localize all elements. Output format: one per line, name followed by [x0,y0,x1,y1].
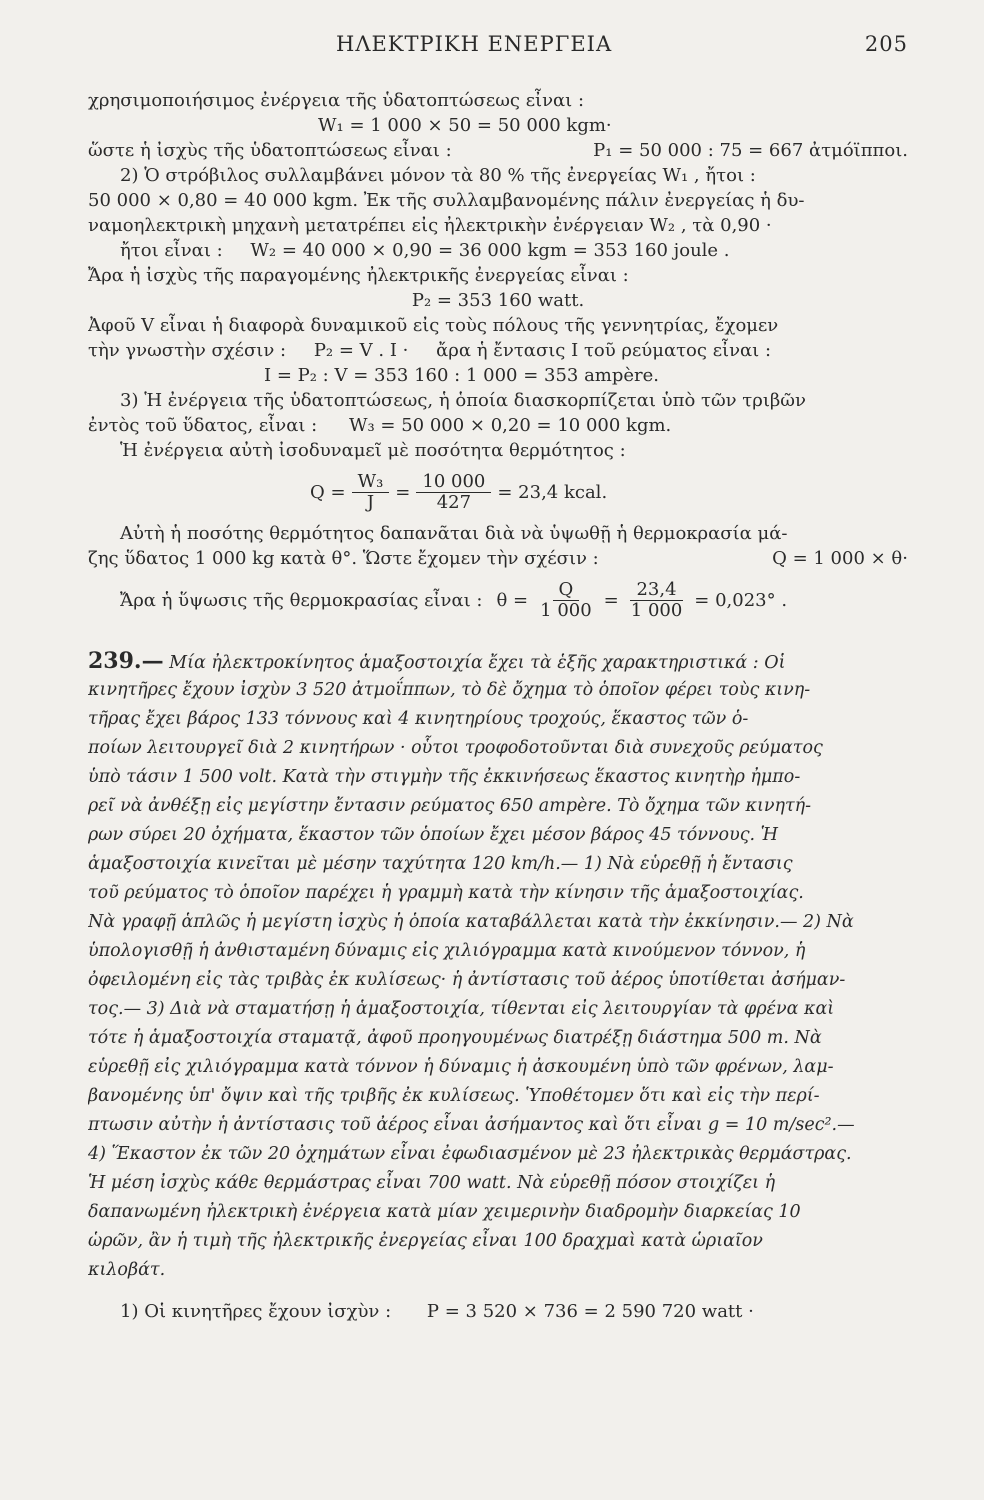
text-span: ὥστε ἡ ἰσχὺς τῆς ὑδατοπτώσεως εἶναι : [88,140,452,161]
equation-heat [88,463,908,521]
problem-line: ἁμαξοστοιχία κινεῖται μὲ μέσην ταχύτητα 120 km/h.— 1) Νὰ εὑρεθῇ ἡ ἔντασις [88,854,793,874]
text-line: 3) Ἡ ἐνέργεια τῆς ὑδατοπτώσεως, ἡ ὁποία διασκορπίζεται ὑπὸ τῶν τριβῶν [120,390,806,411]
eq-sign: = [603,589,619,611]
equation-w3: W₃ = 50 000 × 0,20 = 10 000 kgm. [348,415,672,436]
fraction [625,580,689,621]
problem-line: κιλοβάτ. [88,1260,166,1280]
denominator: 1 000 [540,599,592,621]
equation-p2-vi: P₂ = V . I · [313,340,409,361]
denominator: 427 [436,491,472,513]
eq-sign: = [395,481,411,503]
text-span: Ἄρα ἡ ὕψωσις τῆς θερμοκρασίας εἶναι : [120,589,483,611]
problem-line: Νὰ γραφῇ ἁπλῶς ἡ μεγίστη ἰσχὺς ἡ ὁποία καταβάλλεται κατὰ τὴν ἐκκίνησιν.— 2) Νὰ [88,912,854,932]
page-number: 205 [864,32,908,56]
page [88,32,908,1325]
denominator: 1 000 [630,599,683,621]
problem-line: κινητῆρες ἔχουν ἰσχὺν 3 520 ἀτμοΐππων, τὸ δὲ ὄχημα τὸ ὁποῖον φέρει τοὺς κινη- [88,680,811,700]
text-line [88,338,908,363]
equation-theta [88,571,908,629]
fraction [534,580,598,621]
text-line [88,546,908,571]
problem-line: εὑρεθῇ εἰς χιλιόγραμμα κατὰ τόννον ἡ δύναμις ἡ ἀσκουμένη ὑπὸ τῶν φρένων, λαμ- [88,1057,834,1077]
problem-line: τῆρας ἔχει βάρος 133 τόννους καὶ 4 κινητηρίους τροχούς, ἕκαστος τῶν ὁ- [88,709,749,729]
problem-line [88,647,908,676]
problem-line: πτωσιν αὐτὴν ἡ ἀντίστασις τοῦ ἀέρος εἶναι ἀσήμαντος καὶ ὅτι εἶναι g = 10 m/sec².— [88,1115,855,1135]
text-line: χρησιμοποιήσιμος ἐνέργεια τῆς ὑδατοπτώσεως εἶναι : [88,90,585,111]
numerator: W₃ [352,472,390,493]
eq-lhs: θ = [496,589,529,611]
problem-text: Μία ἠλεκτροκίνητος ἁμαξοστοιχία ἔχει τὰ ἑξῆς χαρακτηριστικά : Οἱ [169,653,786,673]
problem-number: 239.— [88,648,164,674]
running-title: ΗΛΕΚΤΡΙΚΗ ΕΝΕΡΓΕΙΑ [336,32,613,56]
text-line: Αὐτὴ ἡ ποσότης θερμότητος δαπανᾶται διὰ νὰ ὑψωθῇ ἡ θερμοκρασία μά- [120,523,788,544]
problem-line: ρων σύρει 20 ὀχήματα, ἕκαστον τῶν ὁποίων ἔχει μέσον βάρος 45 τόννους. Ἡ [88,825,778,845]
fraction [416,472,491,513]
solution-text: 1) Οἱ κινητῆρες ἔχουν ἰσχὺν : [120,1301,392,1322]
problem-line: ὀφειλομένη εἰς τὰς τριβὰς ἐκ κυλίσεως· ἡ ἀντίστασις τοῦ ἀέρος ὑποτίθεται ἀσήμαν- [88,970,846,990]
text-span: τὴν γνωστὴν σχέσιν : [88,340,287,361]
text-line [88,413,908,438]
text-line [88,238,908,263]
text-span: ἄρα ἡ ἔντασις I τοῦ ρεύματος εἶναι : [436,340,772,361]
solution-line [88,1299,908,1325]
problem-line: ὑπολογισθῇ ἡ ἀνθισταμένη δύναμις εἰς χιλιόγραμμα κατὰ κινούμενον τόννον, ἡ [88,941,806,961]
numerator: Q [553,580,580,601]
equation-power: P = 3 520 × 736 = 2 590 720 watt · [426,1301,754,1322]
numerator: 10 000 [416,472,491,493]
text-line: 50 000 × 0,80 = 40 000 kgm. Ἐκ τῆς συλλαμβανομένης πάλιν ἐνεργείας ἡ δυ- [88,190,805,211]
equation-q: Q = 1 000 × θ· [772,548,908,569]
text-line: Ἡ ἐνέργεια αὐτὴ ἰσοδυναμεῖ μὲ ποσότητα θερμότητος : [120,440,626,461]
problem-line: ὡρῶν, ἂν ἡ τιμὴ τῆς ἠλεκτρικῆς ἐνεργείας εἶναι 100 δραχμαὶ κατὰ ὡριαῖον [88,1231,763,1251]
text-line: ναμοηλεκτρικὴ μηχανὴ μετατρέπει εἰς ἠλεκτρικὴν ἐνέργειαν W₂ , τὰ 0,90 · [88,215,772,236]
problem-line: ποίων λειτουργεῖ διὰ 2 κινητήρων · οὗτοι τροφοδοτοῦνται διὰ συνεχοῦς ρεύματος [88,738,823,758]
text-line: Ἀφοῦ V εἶναι ἡ διαφορὰ δυναμικοῦ εἰς τοὺς πόλους τῆς γεννητρίας, ἔχομεν [88,315,779,336]
eq-lhs: Q = [310,481,346,503]
running-header [88,32,908,88]
problem-line: ὑπὸ τάσιν 1 500 volt. Κατὰ τὴν στιγμὴν τῆς ἐκκινήσεως ἕκαστος κινητὴρ ἠμπο- [88,767,801,787]
equation-current: I = P₂ : V = 353 160 : 1 000 = 353 ampère. [264,365,660,386]
eq-result: = 23,4 kcal. [497,481,608,503]
problem-line: 4) Ἕκαστον ἐκ τῶν 20 ὀχημάτων εἶναι ἐφωδιασμένον μὲ 23 ἠλεκτρικὰς θερμάστρας. [88,1144,852,1164]
text-span: ἤτοι εἶναι : [120,240,223,261]
problem-line: Ἡ μέση ἰσχὺς κάθε θερμάστρας εἶναι 700 watt. Νὰ εὑρεθῇ πόσον στοιχίζει ἡ [88,1173,776,1193]
problem-line: ρεῖ νὰ ἀνθέξῃ εἰς μεγίστην ἔντασιν ρεύματος 650 ampère. Τὸ ὄχημα τῶν κινητή- [88,796,812,816]
numerator: 23,4 [630,580,682,601]
problem-line: δαπανωμένη ἠλεκτρικὴ ἐνέργεια κατὰ μίαν χειμερινὴν διαδρομὴν διαρκείας 10 [88,1202,801,1222]
text-span: ζης ὕδατος 1 000 kg κατὰ θ°. Ὥστε ἔχομεν τὴν σχέσιν : [88,548,599,569]
eq-result: = 0,023° . [694,589,788,611]
equation-w2: W₂ = 40 000 × 0,90 = 36 000 kgm = 353 160 joule . [250,240,730,261]
denominator: J [366,491,375,513]
text-line [88,138,908,163]
fraction [352,472,390,513]
text-line: 2) Ὁ στρόβιλος συλλαμβάνει μόνον τὰ 80 % τῆς ἐνεργείας W₁ , ἤτοι : [120,165,756,186]
text-line: Ἄρα ἡ ἰσχὺς τῆς παραγομένης ἠλεκτρικῆς ἐνεργείας εἶναι : [88,265,629,286]
problem-line: βανομένης ὑπ' ὄψιν καὶ τῆς τριβῆς ἐκ κυλίσεως. Ὑποθέτομεν ὅτι καὶ εἰς τὴν περί- [88,1086,820,1106]
problem-line: τος.— 3) Διὰ νὰ σταματήσῃ ἡ ἁμαξοστοιχία, τίθενται εἰς λειτουργίαν τὰ φρένα καὶ [88,999,835,1019]
equation-p2: P₂ = 353 160 watt. [411,290,585,311]
problem-line: τότε ἡ ἁμαξοστοιχία σταματᾷ, ἀφοῦ προηγουμένως διατρέξῃ διάστημα 500 m. Νὰ [88,1028,822,1048]
problem-239 [88,647,908,1285]
equation-p1: P₁ = 50 000 : 75 = 667 ἀτμόϊπποι. [593,140,908,161]
problem-line: τοῦ ρεύματος τὸ ὁποῖον παρέχει ἡ γραμμὴ κατὰ τὴν κίνησιν τῆς ἁμαξοστοιχίας. [88,883,804,903]
text-span: ἐντὸς τοῦ ὕδατος, εἶναι : [88,415,318,436]
equation-w1: W₁ = 1 000 × 50 = 50 000 kgm· [318,115,612,136]
